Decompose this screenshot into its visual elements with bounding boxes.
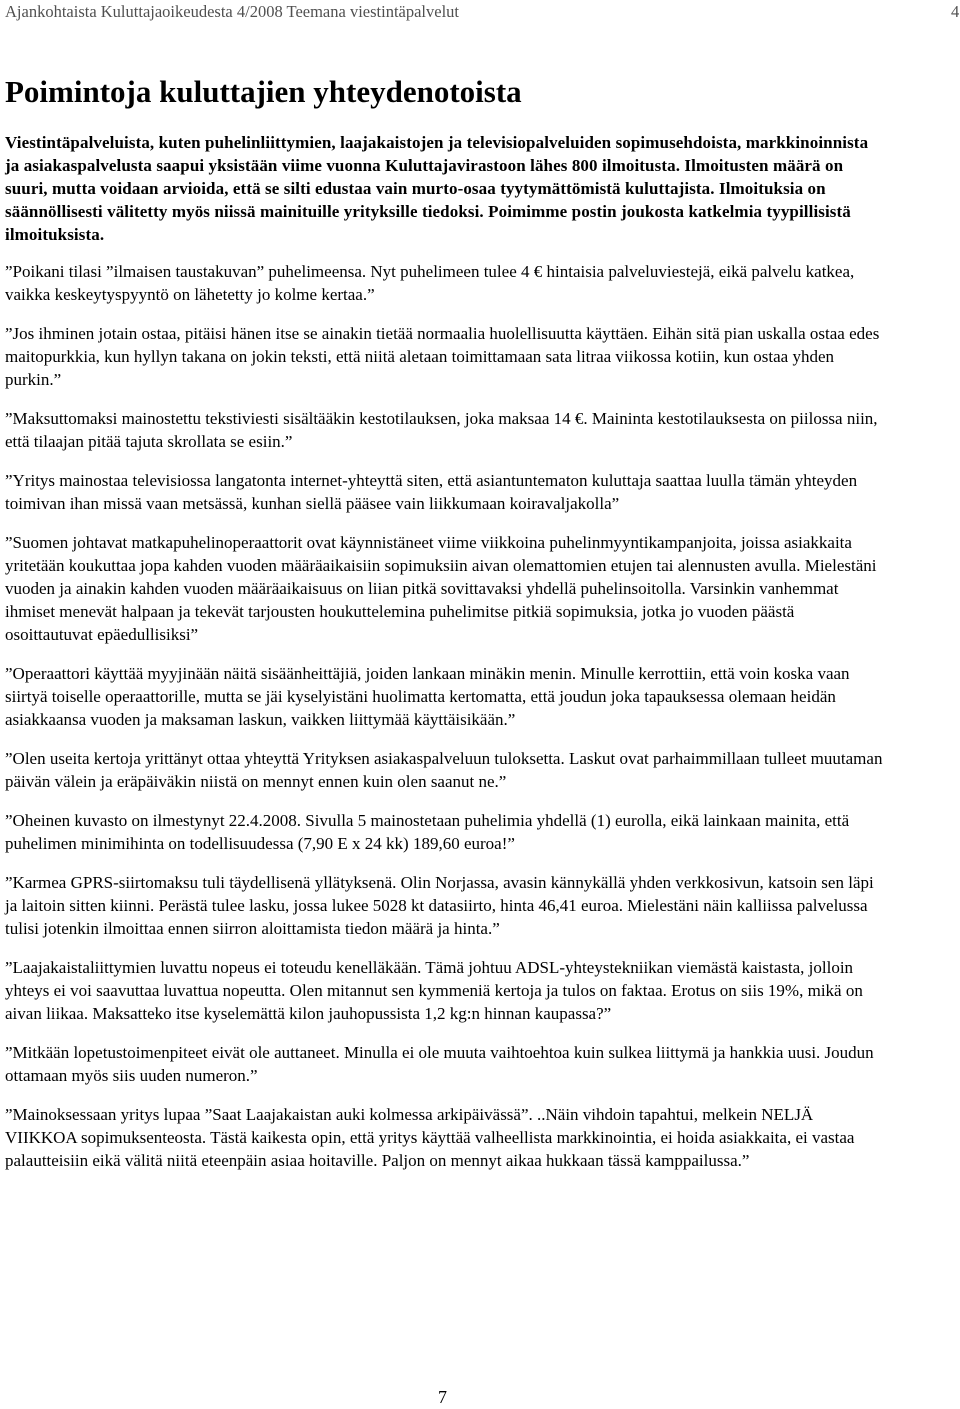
footer-page-number: 7 (438, 1387, 447, 1407)
quote-paragraph: ”Operaattori käyttää myyjinään näitä sisäänheittäjiä, joiden lankaan minäkin menin. Minulle kerrottiin, että voin koska vaan siirtyä toiselle operaattorille, mutta se jäi kyselyistäni huolimatta kertomatta, että joudun joka tapauksessa olemaan heidän asiakkaansa vuoden ja maksaman laskun, vaikken liittymää käyttäisikään.” (5, 664, 850, 729)
quote-paragraph: ”Yritys mainostaa televisiossa langatonta internet-yhteyttä siten, että asiantuntematon kuluttaja saattaa luulla tämän yhteyden toimivan ihan missä vaan metsässä, kunhan siellä pääsee vain liikkumaan koiravaljakolla” (5, 471, 858, 513)
article-intro: Viestintäpalveluista, kuten puhelinliittymien, laajakaistojen ja televisiopalveluiden sopimusehdoista, markkinoinnista ja asiakaspalvelusta saapui yksistään viime vuonna Kuluttajavirastoon lähes 800 ilmoitusta. Ilmoitusten määrä on suuri, mutta voidaan arvioida, että se silti edustaa vain murto-osaa tyytymättömistä kuluttajista. Ilmoituksia on säännöllisesti välitetty myös niissä mainituille yrityksille tiedoksi. Poimimme postin joukosta katkelmia tyypillisistä ilmoituksista. (5, 133, 869, 244)
quote-paragraph: ”Jos ihminen jotain ostaa, pitäisi hänen itse se ainakin tietää normaalia huolellisuutta käyttäen. Eihän sitä pian uskalla ostaa edes maitopurkkia, kun hyllyn takana on jokin teksti, että niitä aletaan toimittamaan sata litraa viikossa kotiin, kun ostaa yhden purkin.” (5, 324, 880, 389)
quote-paragraph: ”Mitkään lopetustoimenpiteet eivät ole auttaneet. Minulla ei ole muuta vaihtoehtoa kuin sulkea liittymä ja hankkia uusi. Joudun ottamaan myös siis uuden numeron.” (5, 1043, 874, 1085)
article-title: Poimintoja kuluttajien yhteydenotoista (5, 74, 522, 109)
quote-paragraph: ”Suomen johtavat matkapuhelinoperaattorit ovat käynnistäneet viime viikkoina puhelinmyyntikampanjoita, joissa asiakkaita yritetään koukuttaa jopa kahden vuoden määräaikaisiin sopimuksiin aivan olemattomien etujen tai alennusten avulla. Mielestäni vuoden ja ainakin kahden vuoden määräaikaisuus on liian pitkä sovittavaksi yhdellä puhelinsoitolla. Varsinkin vanhemmat ihmiset menevät halpaan ja tekevät tarjousten houkuttelemina puhelimitse pitkiä sopimuksia, jotka jo vuoden päästä osoittautuvat epäedullisiksi” (5, 533, 877, 644)
quote-paragraph: ”Poikani tilasi ”ilmaisen taustakuvan” puhelimeensa. Nyt puhelimeen tulee 4 € hintaisia palveluviestejä, eikä palvelu katkea, vaikka keskeytyspyyntö on lähetetty jo kolme kertaa.” (5, 262, 855, 304)
quote-paragraph: ”Maksuttomaksi mainostettu tekstiviesti sisältääkin kestotilauksen, joka maksaa 14 €. Maininta kestotilauksesta on piilossa niin, että tilaajan pitää tajuta skrollata se esiin.” (5, 409, 878, 451)
quote-paragraph: ”Olen useita kertoja yrittänyt ottaa yhteyttä Yrityksen asiakaspalveluun tuloksetta. Laskut ovat parhaimmillaan tulleet muutaman päivän välein ja eräpäiväkin niistä on mennyt ennen kuin olen saanut ne.” (5, 749, 883, 791)
quote-paragraph: ”Mainoksessaan yritys lupaa ”Saat Laajakaistan auki kolmessa arkipäivässä”. ..Näin vihdoin tapahtui, melkein NELJÄ VIIKKOA sopimuksenteosta. Tästä kaikesta opin, että yritys käyttää valheellista markkinointia, ei hoida asiakkaita, ei vastaa palautteisiin eikä välitä niitä eteenpäin asiaa hoitaville. Paljon on mennyt aikaa hukkaan tässä kamppailussa.” (5, 1105, 855, 1170)
quote-paragraph: ”Karmea GPRS-siirtomaksu tuli täydellisenä yllätyksenä. Olin Norjassa, avasin kännykällä yhden verkkosivun, katsoin sen läpi ja laitoin sitten kiinni. Perästä tulee lasku, jossa lukee 5028 kt datasiirto, hinta 46,41 euroa. Mielestäni näin kalliissa palvelussa tulisi jotenkin ilmoittaa ennen siirron aloittamista tiedon määrä ja hinta.” (5, 873, 874, 938)
quote-paragraph: ”Oheinen kuvasto on ilmestynyt 22.4.2008. Sivulla 5 mainostetaan puhelimia yhdellä (1) eurolla, eikä lainkaan mainita, että puhelimen minimihinta on todellisuudessa (7,90 E x 24 kk) 189,60 euroa!” (5, 811, 850, 853)
header-page-number: 4 (951, 2, 960, 21)
article-body (5, 131, 885, 1188)
quote-paragraph: ”Laajakaistaliittymien luvattu nopeus ei toteudu kenelläkään. Tämä johtuu ADSL-yhteystekniikan viemästä kaistasta, jolloin yhteys ei voi saavuttaa luvattua nopeutta. Olen mitannut sen kymmeniä kertoja ja tulos on faktaa. Erotus on siis 19%, mikä on aivan liikaa. Maksatteko itse kyselemättä kilon jauhopussista 1,2 kg:n hinnan kaupassa?” (5, 958, 863, 1023)
running-header: Ajankohtaista Kuluttajaoikeudesta 4/2008 Teemana viestintäpalvelut (5, 2, 459, 21)
